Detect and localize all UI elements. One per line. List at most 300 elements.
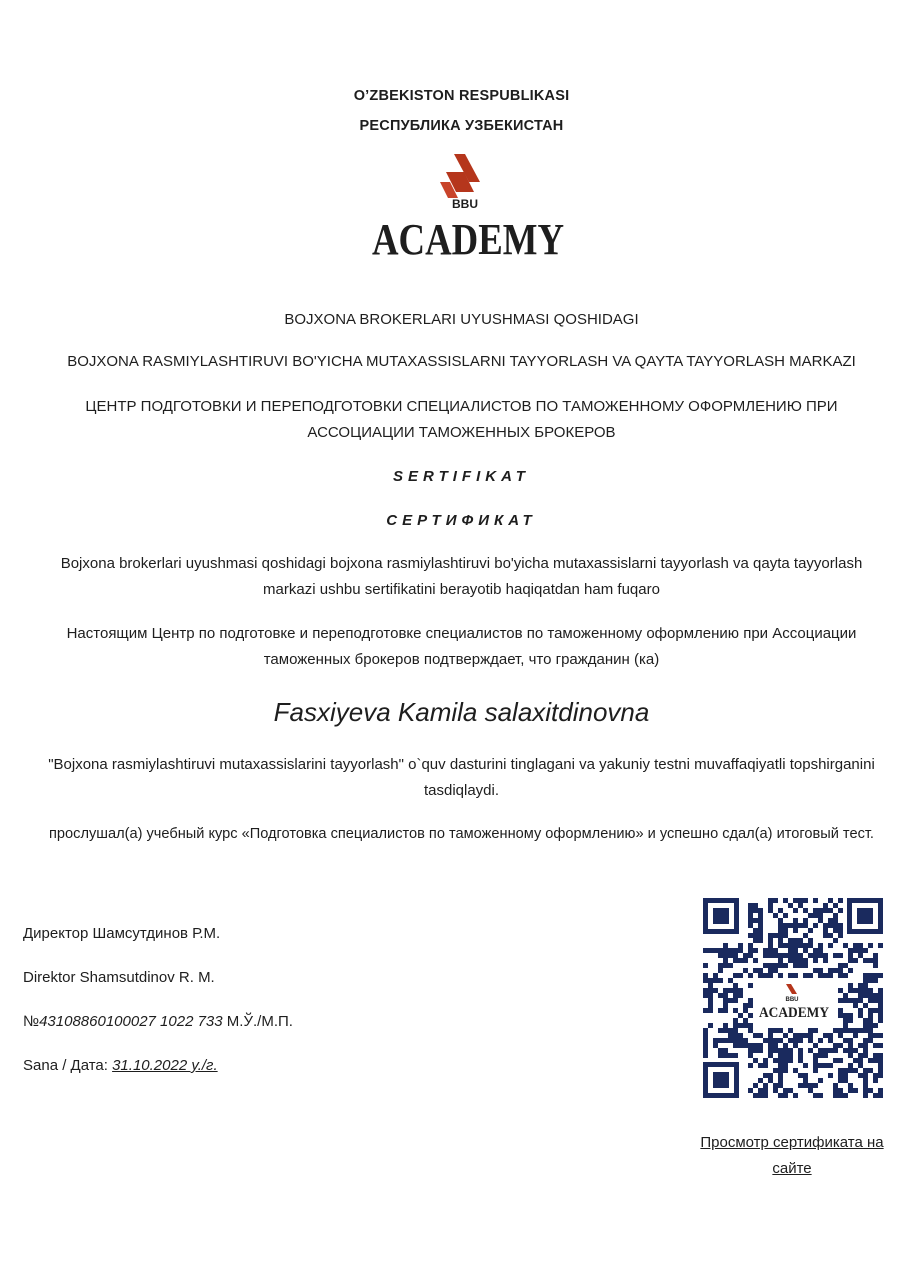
qr-module	[713, 988, 718, 993]
qr-module	[878, 1003, 883, 1008]
qr-module	[758, 1043, 763, 1048]
qr-module	[743, 1008, 748, 1013]
qr-module	[773, 1038, 778, 1043]
qr-module	[843, 998, 848, 1003]
qr-module	[838, 1008, 843, 1013]
qr-module	[703, 1048, 708, 1053]
qr-module	[848, 1018, 853, 1023]
org-line-ru-2: АССОЦИАЦИИ ТАМОЖЕННЫХ БРОКЕРОВ	[307, 424, 616, 441]
qr-module	[798, 1053, 803, 1058]
qr-module	[753, 903, 758, 908]
qr-module	[783, 898, 788, 903]
qr-module	[828, 973, 833, 978]
qr-module	[868, 993, 873, 998]
qr-module	[798, 958, 803, 963]
qr-module	[863, 1053, 868, 1058]
qr-module	[748, 913, 753, 918]
qr-logo-large-text: ACADEMY	[759, 1005, 830, 1021]
qr-module	[793, 918, 798, 923]
qr-module	[848, 983, 853, 988]
qr-module	[703, 948, 708, 953]
qr-module	[873, 953, 878, 958]
qr-module	[723, 1053, 728, 1058]
qr-module	[723, 1028, 728, 1033]
qr-module	[813, 923, 818, 928]
qr-module	[858, 1053, 863, 1058]
qr-module	[753, 1083, 758, 1088]
qr-module	[873, 1058, 878, 1063]
qr-module	[838, 988, 843, 993]
qr-module	[768, 898, 773, 903]
country-title-uz: O’ZBEKISTON RESPUBLIKASI	[353, 88, 570, 104]
qr-module	[733, 1023, 738, 1028]
qr-module	[743, 1038, 748, 1043]
qr-module	[838, 1088, 843, 1093]
qr-module	[878, 1053, 883, 1058]
logo-large-text: ACADEMY	[372, 215, 564, 264]
qr-module	[813, 968, 818, 973]
qr-module	[703, 993, 708, 998]
qr-module	[773, 933, 778, 938]
qr-module	[853, 948, 858, 953]
qr-module	[853, 943, 858, 948]
qr-module	[788, 923, 793, 928]
qr-module	[838, 1033, 843, 1038]
qr-module	[823, 923, 828, 928]
qr-module	[828, 1033, 833, 1038]
qr-module	[793, 973, 798, 978]
qr-module	[763, 1058, 768, 1063]
org-line-uz-2: BOJXONA RASMIYLASHTIRUVI BO'YICHA MUTAXASSISLARNI TAYYORLASH VA QAYTA TAYYORLASH MARKAZI	[67, 353, 856, 370]
qr-module	[848, 1053, 853, 1058]
qr-module	[838, 908, 843, 913]
qr-module	[783, 928, 788, 933]
org-line-ru-1: ЦЕНТР ПОДГОТОВКИ И ПЕРЕПОДГОТОВКИ СПЕЦИАЛИСТОВ ПО ТАМОЖЕННОМУ ОФОРМЛЕНИЮ ПРИ	[85, 398, 838, 415]
qr-module	[818, 1093, 823, 1098]
qr-module	[733, 958, 738, 963]
qr-module	[798, 1058, 803, 1063]
qr-module	[778, 928, 783, 933]
qr-module	[783, 1063, 788, 1068]
qr-module	[843, 1078, 848, 1083]
qr-module	[793, 898, 798, 903]
qr-module	[863, 1083, 868, 1088]
qr-module	[708, 988, 713, 993]
qr-module	[818, 968, 823, 973]
qr-module	[758, 1048, 763, 1053]
qr-module	[703, 973, 708, 978]
qr-module	[748, 908, 753, 913]
qr-module	[728, 988, 733, 993]
qr-module	[723, 948, 728, 953]
qr-module	[838, 1073, 843, 1078]
qr-module	[773, 1028, 778, 1033]
qr-module	[803, 1078, 808, 1083]
qr-module	[758, 1033, 763, 1038]
qr-module	[708, 948, 713, 953]
qr-module	[843, 1073, 848, 1078]
qr-module	[803, 973, 808, 978]
qr-module	[723, 963, 728, 968]
qr-module	[783, 913, 788, 918]
qr-module	[778, 1078, 783, 1083]
qr-module	[738, 988, 743, 993]
qr-module	[763, 953, 768, 958]
qr-module	[848, 998, 853, 1003]
qr-code-icon[interactable]	[698, 893, 888, 1103]
qr-module	[843, 943, 848, 948]
qr-module	[743, 1043, 748, 1048]
qr-module	[833, 1093, 838, 1098]
qr-module	[858, 1013, 863, 1018]
qr-module	[813, 948, 818, 953]
qr-module	[878, 998, 883, 1003]
qr-module	[808, 1038, 813, 1043]
qr-module	[863, 948, 868, 953]
qr-module	[778, 953, 783, 958]
qr-module	[843, 1028, 848, 1033]
qr-module	[813, 908, 818, 913]
qr-module	[748, 973, 753, 978]
qr-module	[873, 973, 878, 978]
qr-module	[733, 1028, 738, 1033]
qr-module	[863, 1028, 868, 1033]
qr-module	[753, 1093, 758, 1098]
qr-module	[758, 933, 763, 938]
qr-module	[703, 1043, 708, 1048]
qr-module	[723, 1023, 728, 1028]
qr-module	[748, 1003, 753, 1008]
qr-module	[878, 943, 883, 948]
qr-module	[833, 1058, 838, 1063]
qr-module	[788, 903, 793, 908]
qr-module	[868, 1033, 873, 1038]
qr-module	[803, 1063, 808, 1068]
qr-module	[743, 958, 748, 963]
qr-module	[823, 958, 828, 963]
qr-module	[748, 1048, 753, 1053]
completion-uz-line-1: "Bojxona rasmiylashtiruvi mutaxassislarini tayyorlash" o`quv dasturini tinglagani va yakuniy testni muvaffaqiyatli topshirganini	[48, 756, 875, 773]
qr-module	[828, 1073, 833, 1078]
qr-module	[773, 968, 778, 973]
qr-module	[783, 1068, 788, 1073]
qr-module	[788, 1053, 793, 1058]
qr-module	[708, 993, 713, 998]
qr-module	[873, 1078, 878, 1083]
qr-module	[863, 973, 868, 978]
qr-module	[793, 1043, 798, 1048]
qr-module	[863, 1003, 868, 1008]
qr-module	[783, 1048, 788, 1053]
qr-module	[833, 903, 838, 908]
qr-module	[708, 983, 713, 988]
logo-mark-icon	[440, 154, 480, 198]
qr-module	[853, 988, 858, 993]
qr-module	[818, 1078, 823, 1083]
qr-module	[828, 1063, 833, 1068]
qr-module	[793, 948, 798, 953]
qr-module	[868, 1058, 873, 1063]
qr-module	[778, 918, 783, 923]
qr-module	[743, 1023, 748, 1028]
qr-module	[703, 978, 708, 983]
qr-module	[758, 968, 763, 973]
qr-module	[758, 918, 763, 923]
qr-module	[793, 1068, 798, 1073]
qr-module	[803, 908, 808, 913]
qr-module	[833, 918, 838, 923]
qr-module	[748, 923, 753, 928]
number-value: 43108860100027 1022 733	[39, 1013, 223, 1030]
qr-module	[768, 938, 773, 943]
qr-module	[868, 978, 873, 983]
qr-module	[783, 963, 788, 968]
qr-module	[873, 998, 878, 1003]
qr-module	[873, 1073, 878, 1078]
qr-module	[843, 993, 848, 998]
qr-module	[733, 988, 738, 993]
qr-module	[738, 1013, 743, 1018]
qr-module	[728, 1028, 733, 1033]
qr-module	[798, 953, 803, 958]
qr-module	[718, 978, 723, 983]
qr-module	[803, 933, 808, 938]
qr-module	[768, 908, 773, 913]
qr-module	[718, 1008, 723, 1013]
qr-module	[748, 1028, 753, 1033]
qr-module	[878, 1043, 883, 1048]
qr-module	[768, 973, 773, 978]
qr-module	[763, 963, 768, 968]
qr-module	[748, 1053, 753, 1058]
qr-module	[768, 943, 773, 948]
qr-module	[808, 1088, 813, 1093]
qr-module	[748, 903, 753, 908]
intro-ru-line-2: таможенных брокеров подтверждает, что гражданин (ка)	[263, 651, 660, 668]
qr-module	[758, 908, 763, 913]
qr-module	[823, 1053, 828, 1058]
qr-module	[813, 1093, 818, 1098]
qr-module	[768, 1033, 773, 1038]
qr-module	[808, 1033, 813, 1038]
qr-module	[868, 988, 873, 993]
qr-module	[858, 943, 863, 948]
qr-module	[758, 913, 763, 918]
certificate-title-ru: СЕРТИФИКАТ	[386, 512, 537, 529]
qr-module	[818, 948, 823, 953]
qr-module	[708, 1003, 713, 1008]
qr-module	[788, 948, 793, 953]
qr-module	[748, 918, 753, 923]
qr-module	[803, 958, 808, 963]
qr-module	[863, 958, 868, 963]
qr-module	[733, 973, 738, 978]
qr-module	[773, 1083, 778, 1088]
qr-module	[808, 1048, 813, 1053]
qr-module	[833, 938, 838, 943]
qr-module	[818, 908, 823, 913]
qr-finder-top-left	[703, 898, 739, 934]
qr-module	[783, 1053, 788, 1058]
number-prefix: №	[23, 1013, 40, 1030]
qr-module	[753, 928, 758, 933]
qr-module	[838, 963, 843, 968]
qr-module	[793, 963, 798, 968]
qr-module	[833, 1048, 838, 1053]
qr-module	[778, 1058, 783, 1063]
qr-module	[858, 1063, 863, 1068]
qr-module	[818, 1038, 823, 1043]
qr-module	[853, 1003, 858, 1008]
qr-module	[728, 1033, 733, 1038]
qr-module	[838, 1013, 843, 1018]
qr-module	[823, 973, 828, 978]
qr-module	[763, 1073, 768, 1078]
qr-module	[738, 1033, 743, 1038]
qr-module	[738, 1043, 743, 1048]
qr-module	[703, 1038, 708, 1043]
qr-module	[843, 973, 848, 978]
qr-module	[843, 963, 848, 968]
qr-module	[783, 953, 788, 958]
qr-module	[788, 1028, 793, 1033]
org-line-uz-1: BOJXONA BROKERLARI UYUSHMASI QOSHIDAGI	[284, 311, 639, 328]
qr-module	[728, 998, 733, 1003]
certificate-number	[23, 1013, 293, 1030]
qr-module	[723, 1038, 728, 1043]
qr-module	[758, 923, 763, 928]
qr-module	[818, 943, 823, 948]
qr-module	[718, 1048, 723, 1053]
qr-module	[878, 993, 883, 998]
qr-module	[748, 1043, 753, 1048]
qr-module	[708, 1008, 713, 1013]
qr-module	[733, 953, 738, 958]
qr-module	[783, 943, 788, 948]
qr-module	[778, 1073, 783, 1078]
qr-module	[803, 918, 808, 923]
qr-module	[828, 933, 833, 938]
view-certificate-link[interactable]	[680, 1130, 904, 1182]
qr-module	[778, 973, 783, 978]
qr-module	[848, 948, 853, 953]
qr-module	[848, 953, 853, 958]
qr-module	[808, 973, 813, 978]
qr-module	[758, 1078, 763, 1083]
qr-module	[853, 1088, 858, 1093]
qr-module	[818, 953, 823, 958]
qr-module	[753, 908, 758, 913]
qr-module	[853, 1048, 858, 1053]
qr-module	[868, 1068, 873, 1073]
qr-module	[778, 1038, 783, 1043]
qr-module	[803, 923, 808, 928]
qr-module	[833, 913, 838, 918]
qr-module	[853, 1068, 858, 1073]
qr-module	[863, 1078, 868, 1083]
qr-module	[843, 1048, 848, 1053]
qr-module	[818, 918, 823, 923]
qr-module	[728, 963, 733, 968]
qr-module	[788, 1048, 793, 1053]
view-certificate-link-line-2: сайте	[772, 1160, 812, 1177]
qr-module	[828, 1048, 833, 1053]
qr-module	[858, 953, 863, 958]
completion-ru: прослушал(а) учебный курс «Подготовка специалистов по таможенному оформлению» и успешно сдал(а) итоговый тест.	[49, 826, 874, 842]
qr-module	[838, 933, 843, 938]
qr-module	[773, 1048, 778, 1053]
qr-logo-small-text: BBU	[785, 997, 799, 1003]
qr-module	[798, 1038, 803, 1043]
qr-module	[783, 933, 788, 938]
qr-module	[878, 1008, 883, 1013]
qr-module	[793, 938, 798, 943]
qr-module	[868, 1013, 873, 1018]
qr-module	[753, 1058, 758, 1063]
qr-module	[793, 1093, 798, 1098]
qr-module	[858, 1043, 863, 1048]
qr-module	[873, 958, 878, 963]
qr-module	[778, 1063, 783, 1068]
qr-module	[753, 1033, 758, 1038]
qr-module	[858, 1008, 863, 1013]
qr-module	[768, 903, 773, 908]
view-certificate-link-line-1: Просмотр сертификата на	[700, 1134, 884, 1151]
qr-module	[823, 1048, 828, 1053]
qr-module	[798, 1083, 803, 1088]
qr-module	[778, 963, 783, 968]
qr-module	[823, 953, 828, 958]
qr-module	[873, 978, 878, 983]
completion-uz-line-2: tasdiqlaydi.	[423, 782, 500, 799]
qr-module	[838, 1093, 843, 1098]
qr-module	[723, 958, 728, 963]
date-value: 31.10.2022 y./г.	[112, 1057, 218, 1074]
qr-module	[768, 1028, 773, 1033]
qr-module	[743, 968, 748, 973]
qr-module	[798, 898, 803, 903]
qr-module	[833, 968, 838, 973]
qr-module	[798, 1048, 803, 1053]
qr-module	[873, 1043, 878, 1048]
qr-module	[863, 978, 868, 983]
qr-module	[808, 1028, 813, 1033]
qr-module	[783, 1033, 788, 1038]
qr-module	[768, 968, 773, 973]
qr-module	[783, 1093, 788, 1098]
qr-module	[778, 923, 783, 928]
qr-module	[733, 1018, 738, 1023]
qr-module	[753, 1048, 758, 1053]
qr-module	[778, 1053, 783, 1058]
qr-module	[753, 918, 758, 923]
qr-module	[708, 978, 713, 983]
qr-module	[723, 1003, 728, 1008]
qr-module	[768, 933, 773, 938]
qr-module	[788, 958, 793, 963]
qr-module	[738, 1038, 743, 1043]
qr-module	[748, 1088, 753, 1093]
qr-module	[793, 928, 798, 933]
qr-module	[768, 1053, 773, 1058]
qr-module	[728, 948, 733, 953]
qr-module	[748, 1023, 753, 1028]
country-title-ru: РЕСПУБЛИКА УЗБЕКИСТАН	[359, 118, 564, 134]
qr-module	[838, 1028, 843, 1033]
qr-module	[813, 1053, 818, 1058]
qr-module	[863, 1048, 868, 1053]
qr-module	[748, 943, 753, 948]
